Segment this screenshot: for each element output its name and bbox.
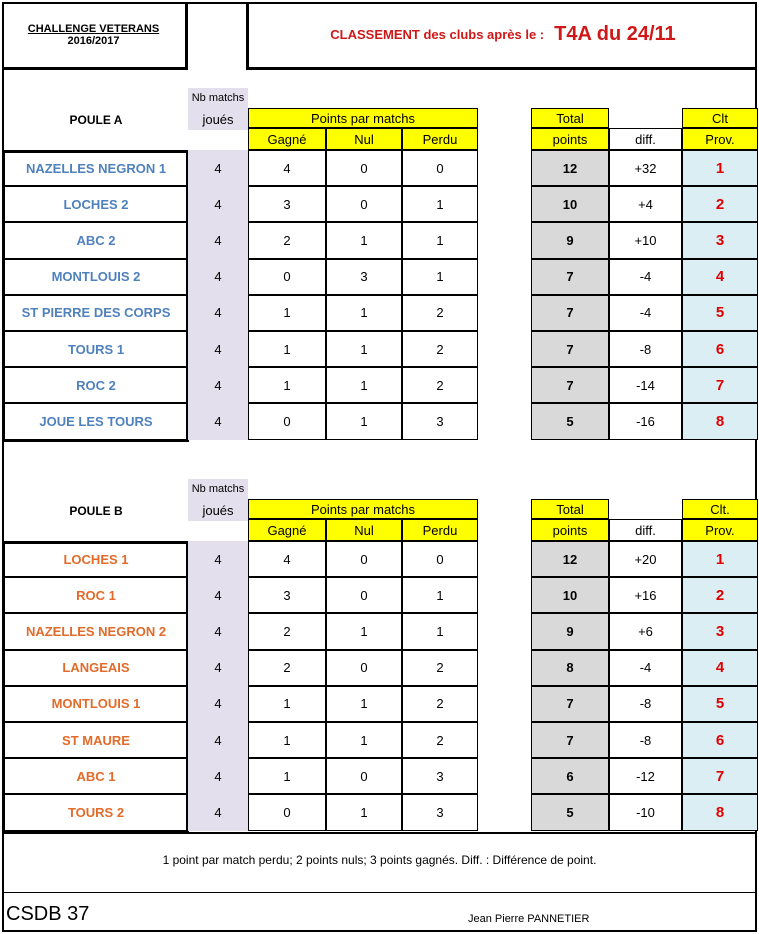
gagne-value: 0 <box>248 259 326 295</box>
diff-value: -8 <box>609 331 682 367</box>
points-header: points <box>531 519 609 541</box>
total-points: 9 <box>531 222 609 258</box>
nul-value: 1 <box>326 367 402 403</box>
club-name: ROC 1 <box>3 577 189 613</box>
diff-header: diff. <box>609 128 682 150</box>
perdu-value: 1 <box>402 577 478 613</box>
diff-value: -8 <box>609 722 682 758</box>
matchs-joues: 4 <box>188 577 248 613</box>
nul-value: 0 <box>326 577 402 613</box>
total-points: 7 <box>531 367 609 403</box>
diff-value: -12 <box>609 758 682 794</box>
rank-value: 8 <box>682 794 758 830</box>
perdu-header: Perdu <box>402 128 478 150</box>
matchs-joues: 4 <box>188 186 248 222</box>
classement-lead: CLASSEMENT des clubs après le : <box>330 27 545 42</box>
footer-note: 1 point par match perdu; 2 points nuls; 3 points gagnés. Diff. : Différence de point. <box>162 853 597 867</box>
total-points: 7 <box>531 295 609 331</box>
perdu-value: 3 <box>402 758 478 794</box>
gagne-value: 4 <box>248 541 326 577</box>
org-name: CSDB 37 <box>6 903 90 925</box>
rank-value: 4 <box>682 650 758 686</box>
club-name: TOURS 2 <box>3 794 189 830</box>
diff-value: +6 <box>609 613 682 649</box>
nul-value: 1 <box>326 722 402 758</box>
gagne-value: 3 <box>248 577 326 613</box>
prov-header: Prov. <box>682 519 758 541</box>
rank-value: 4 <box>682 259 758 295</box>
diff-value: -16 <box>609 403 682 439</box>
club-name: NAZELLES NEGRON 1 <box>3 150 189 186</box>
gagne-header: Gagné <box>248 128 326 150</box>
nul-value: 1 <box>326 686 402 722</box>
total-header: Total <box>531 499 609 519</box>
rank-value: 2 <box>682 186 758 222</box>
matchs-joues: 4 <box>188 403 248 439</box>
matchs-joues: 4 <box>188 794 248 830</box>
gagne-value: 3 <box>248 186 326 222</box>
diff-value: +32 <box>609 150 682 186</box>
points-par-matchs-header: Points par matchs <box>248 499 478 519</box>
gagne-value: 4 <box>248 150 326 186</box>
club-name: ABC 1 <box>3 758 189 794</box>
total-points: 5 <box>531 403 609 439</box>
joues-header: joués <box>188 108 248 130</box>
nb-matchs-header: Nb matchs <box>188 479 248 499</box>
matchs-joues: 4 <box>188 331 248 367</box>
perdu-value: 3 <box>402 403 478 439</box>
diff-value: -4 <box>609 295 682 331</box>
total-points: 7 <box>531 722 609 758</box>
rank-value: 3 <box>682 613 758 649</box>
diff-value: +4 <box>609 186 682 222</box>
clt-header: Clt. <box>682 499 758 519</box>
nul-value: 0 <box>326 186 402 222</box>
matchs-joues: 4 <box>188 259 248 295</box>
matchs-joues: 4 <box>188 222 248 258</box>
nul-value: 1 <box>326 794 402 830</box>
rank-value: 1 <box>682 150 758 186</box>
points-par-matchs-header: Points par matchs <box>248 108 478 128</box>
club-name: LOCHES 1 <box>3 541 189 577</box>
perdu-value: 2 <box>402 686 478 722</box>
rank-value: 2 <box>682 577 758 613</box>
nul-value: 1 <box>326 403 402 439</box>
matchs-joues: 4 <box>188 150 248 186</box>
perdu-value: 1 <box>402 222 478 258</box>
nul-value: 1 <box>326 295 402 331</box>
nul-value: 0 <box>326 758 402 794</box>
classement-title <box>246 2 757 70</box>
matchs-joues: 4 <box>188 613 248 649</box>
challenge-title-line1: CHALLENGE VETERANS <box>27 22 160 35</box>
diff-header: diff. <box>609 519 682 541</box>
gagne-value: 1 <box>248 758 326 794</box>
club-name: MONTLOUIS 1 <box>3 686 189 722</box>
perdu-header: Perdu <box>402 519 478 541</box>
total-points: 7 <box>531 259 609 295</box>
challenge-title <box>2 2 188 70</box>
matchs-joues: 4 <box>188 367 248 403</box>
club-name: LOCHES 2 <box>3 186 189 222</box>
club-name: JOUE LES TOURS <box>3 403 189 439</box>
author-name: Jean Pierre PANNETIER <box>468 913 590 925</box>
perdu-value: 3 <box>402 794 478 830</box>
club-name: ST PIERRE DES CORPS <box>3 295 189 331</box>
clt-header: Clt <box>682 108 758 128</box>
gagne-value: 1 <box>248 367 326 403</box>
nul-value: 0 <box>326 150 402 186</box>
club-name: ROC 2 <box>3 367 189 403</box>
rank-value: 6 <box>682 722 758 758</box>
total-points: 7 <box>531 686 609 722</box>
matchs-joues: 4 <box>188 650 248 686</box>
perdu-value: 2 <box>402 722 478 758</box>
perdu-value: 1 <box>402 613 478 649</box>
nul-value: 1 <box>326 331 402 367</box>
matchs-joues: 4 <box>188 295 248 331</box>
rank-value: 8 <box>682 403 758 439</box>
club-name: TOURS 1 <box>3 331 189 367</box>
nul-value: 1 <box>326 222 402 258</box>
diff-value: -4 <box>609 259 682 295</box>
total-points: 9 <box>531 613 609 649</box>
club-name: ST MAURE <box>3 722 189 758</box>
gagne-value: 1 <box>248 686 326 722</box>
pool-name: POULE A <box>69 113 123 127</box>
matchs-joues: 4 <box>188 722 248 758</box>
diff-value: +16 <box>609 577 682 613</box>
perdu-value: 2 <box>402 295 478 331</box>
nul-value: 0 <box>326 650 402 686</box>
points-header: points <box>531 128 609 150</box>
perdu-value: 2 <box>402 331 478 367</box>
diff-value: -10 <box>609 794 682 830</box>
nul-header: Nul <box>326 519 402 541</box>
club-name: ABC 2 <box>3 222 189 258</box>
challenge-title-season: 2016/2017 <box>67 34 120 47</box>
total-points: 12 <box>531 541 609 577</box>
gagne-value: 1 <box>248 722 326 758</box>
diff-value: -8 <box>609 686 682 722</box>
nb-matchs-header: Nb matchs <box>188 88 248 108</box>
club-name: LANGEAIS <box>3 650 189 686</box>
rank-value: 7 <box>682 758 758 794</box>
nul-value: 0 <box>326 541 402 577</box>
total-points: 6 <box>531 758 609 794</box>
perdu-value: 0 <box>402 541 478 577</box>
total-points: 7 <box>531 331 609 367</box>
total-header: Total <box>531 108 609 128</box>
pool-name: POULE B <box>69 504 123 518</box>
club-name: MONTLOUIS 2 <box>3 259 189 295</box>
total-points: 10 <box>531 186 609 222</box>
total-points: 10 <box>531 577 609 613</box>
classement-date: T4A du 24/11 <box>554 23 676 45</box>
joues-header: joués <box>188 499 248 521</box>
gagne-value: 2 <box>248 613 326 649</box>
diff-value: -4 <box>609 650 682 686</box>
rank-value: 5 <box>682 295 758 331</box>
perdu-value: 2 <box>402 367 478 403</box>
diff-value: +20 <box>609 541 682 577</box>
divider <box>2 892 757 893</box>
gagne-value: 2 <box>248 222 326 258</box>
matchs-joues: 4 <box>188 758 248 794</box>
prov-header: Prov. <box>682 128 758 150</box>
nul-value: 3 <box>326 259 402 295</box>
gagne-value: 1 <box>248 331 326 367</box>
perdu-value: 1 <box>402 259 478 295</box>
rank-value: 7 <box>682 367 758 403</box>
rank-value: 1 <box>682 541 758 577</box>
total-points: 8 <box>531 650 609 686</box>
diff-value: -14 <box>609 367 682 403</box>
nul-value: 1 <box>326 613 402 649</box>
diff-value: +10 <box>609 222 682 258</box>
gagne-value: 2 <box>248 650 326 686</box>
nul-header: Nul <box>326 128 402 150</box>
perdu-value: 1 <box>402 186 478 222</box>
perdu-value: 2 <box>402 650 478 686</box>
total-points: 12 <box>531 150 609 186</box>
gagne-value: 0 <box>248 403 326 439</box>
matchs-joues: 4 <box>188 686 248 722</box>
rank-value: 3 <box>682 222 758 258</box>
gagne-header: Gagné <box>248 519 326 541</box>
matchs-joues: 4 <box>188 541 248 577</box>
rank-value: 6 <box>682 331 758 367</box>
rank-value: 5 <box>682 686 758 722</box>
total-points: 5 <box>531 794 609 830</box>
perdu-value: 0 <box>402 150 478 186</box>
gagne-value: 0 <box>248 794 326 830</box>
divider <box>2 832 757 834</box>
club-name: NAZELLES NEGRON 2 <box>3 613 189 649</box>
gagne-value: 1 <box>248 295 326 331</box>
